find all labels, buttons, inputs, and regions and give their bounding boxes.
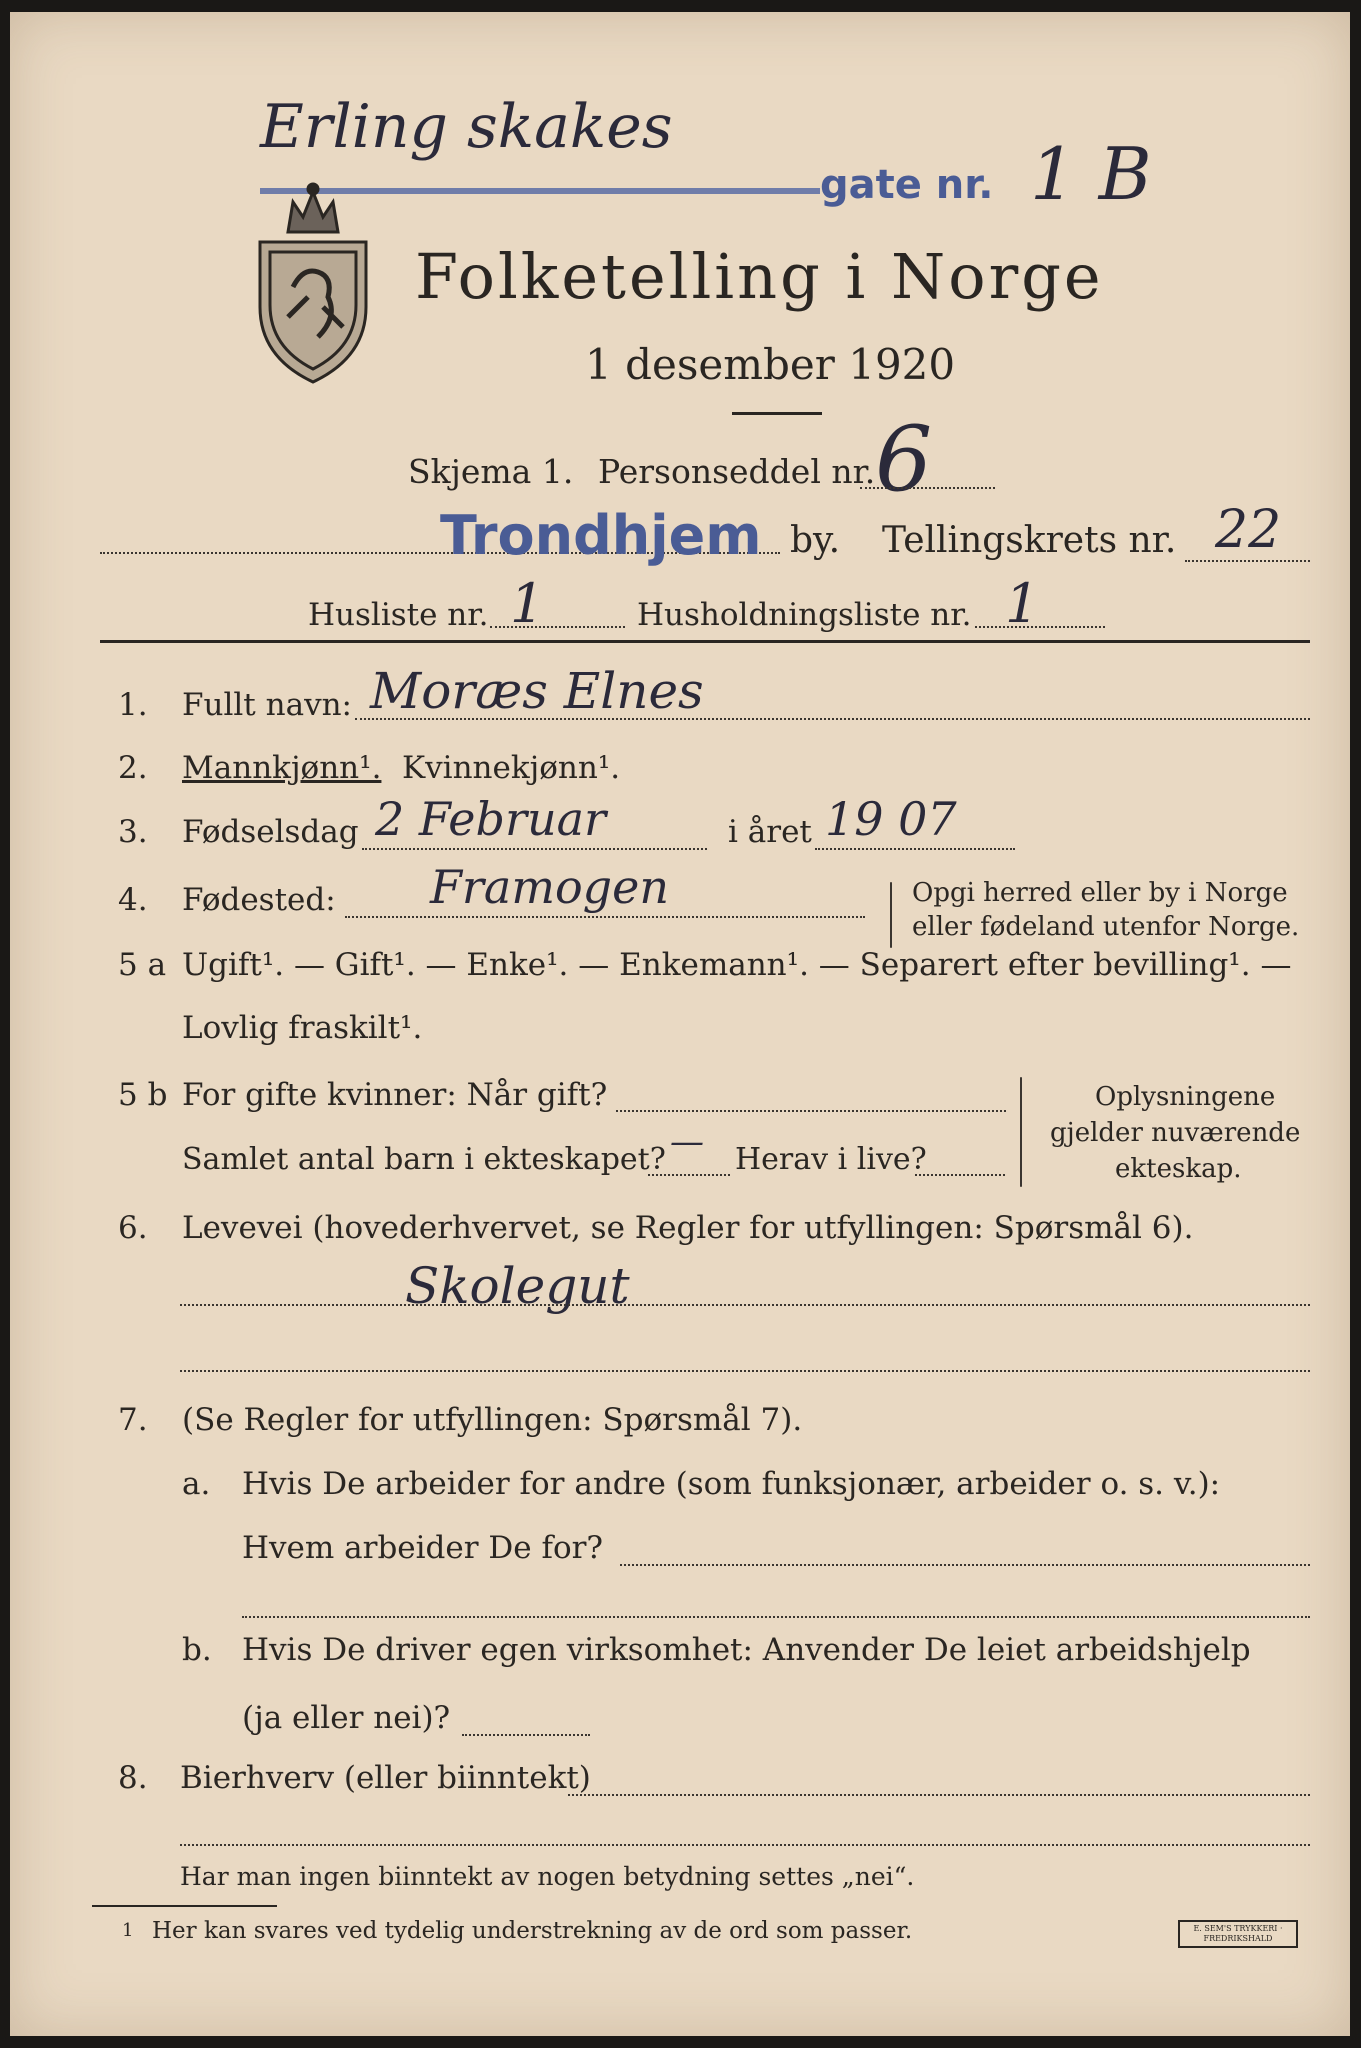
q5a-text2: Lovlig fraskilt¹. [182,1010,423,1046]
skjema-label: Skjema 1. [408,452,574,491]
house-number: 1 B [1030,132,1152,216]
q3-year-line [815,848,1015,850]
q4-note2: eller fødeland utenfor Norge. [912,912,1300,942]
q6-num: 6. [118,1210,148,1246]
printer-mark: E. SEM'S TRYKKERI · FREDRIKSHALD [1178,1920,1298,1948]
q8-num: 8. [118,1760,148,1796]
husliste-label: Husliste nr. [308,597,489,633]
title-divider [732,412,822,415]
q3-value: 2 Februar [375,792,606,846]
q7-label: (Se Regler for utfyllingen: Spørsmål 7). [182,1402,803,1438]
q5a-text: Ugift¹. — Gift¹. — Enke¹. — Enkemann¹. — Separert efter bevilling¹. — [182,947,1292,983]
q4-line [345,916,865,918]
q6-line2 [180,1370,1310,1372]
city-stamp: Trondhjem [440,504,762,567]
q2-kvinnekjonn: Kvinnekjønn¹. [402,750,621,786]
q5b-num: 5 b [118,1077,168,1113]
q5b-note1: Oplysningene [1095,1082,1276,1112]
q5b-brace [1020,1077,1022,1187]
q8-line2 [180,1844,1310,1846]
street-stamp: gate nr. [820,162,994,208]
q5b-value2: — [670,1122,704,1162]
q4-num: 4. [118,882,148,918]
q5b-line3 [915,1174,1005,1176]
q1-num: 1. [118,687,148,723]
q4-label: Fødested: [182,882,336,918]
q3-year-label: i året [728,814,812,850]
footnote-text: Her kan svares ved tydelig understrekning av de ord som passer. [152,1918,913,1944]
husholdning-label: Husholdningsliste nr. [637,597,972,633]
form-date: 1 desember 1920 [585,340,956,389]
q7a-text2: Hvem arbeider De for? [242,1530,604,1566]
footer-note: Har man ingen biinntekt av nogen betydning settes „nei“. [180,1862,915,1891]
q7a-line1 [620,1564,1310,1566]
personseddel-label: Personseddel nr. [598,452,876,491]
personseddel-line [860,487,995,489]
q2-num: 2. [118,750,148,786]
husliste-value: 1 [510,572,545,635]
q4-brace [890,882,892,948]
q5b-note3: ekteskap. [1115,1154,1242,1184]
krets-label: Tellingskrets nr. [882,520,1177,561]
q1-line [355,718,1310,720]
q4-value: Framogen [430,860,669,914]
footnote-rule [92,1905,277,1907]
q3-label: Fødselsdag [182,814,359,850]
q5b-note2: gjelder nuværende [1050,1118,1301,1148]
krets-value: 22 [1215,500,1282,560]
q7b-text: Hvis De driver egen virksomhet: Anvender De leiet arbeidshjelp [242,1632,1251,1668]
q3-line [362,848,707,850]
form-title: Folketelling i Norge [415,240,1104,313]
q5b-text3: Herav i live? [735,1142,927,1177]
q7a-line2 [242,1616,1310,1618]
q7a-text: Hvis De arbeider for andre (som funksjonær, arbeider o. s. v.): [242,1466,1221,1502]
q7b-letter: b. [182,1632,212,1668]
q3-year-value: 19 07 [825,792,957,846]
q6-line1 [180,1304,1310,1306]
q1-label: Fullt navn: [182,687,352,723]
q3-num: 3. [118,814,148,850]
q6-label: Levevei (hovederhvervet, se Regler for utfyllingen: Spørsmål 6). [182,1210,1194,1246]
q8-line1 [568,1794,1310,1796]
q7b-line [462,1734,590,1736]
q5b-line2 [648,1174,730,1176]
q7a-letter: a. [182,1466,211,1502]
coat-of-arms-icon [248,177,378,387]
by-label: by. [790,520,841,561]
q7b-text2: (ja eller nei)? [242,1700,451,1736]
q6-value: Skolegut [405,1257,630,1315]
q2-mannkjonn: Mannkjønn¹. [182,750,382,786]
street-handwritten: Erling skakes [260,92,673,162]
husliste-line [490,626,625,628]
q4-note1: Opgi herred eller by i Norge [912,878,1288,908]
q5b-text1: For gifte kvinner: Når gift? [182,1077,608,1113]
q5b-text2: Samlet antal barn i ekteskapet? [182,1142,666,1177]
q8-label: Bierhverv (eller biinntekt) [180,1760,591,1796]
q5a-num: 5 a [118,947,167,983]
census-form [10,12,1350,2036]
q7-num: 7. [118,1402,148,1438]
husholdning-value: 1 [1005,572,1040,635]
personseddel-value: 6 [875,407,933,512]
footnote-num: 1 [122,1920,134,1941]
q5b-line1 [616,1110,1006,1112]
krets-line [1185,560,1310,562]
q1-value: Moræs Elnes [370,662,704,720]
husholdning-line [975,626,1105,628]
header-rule [100,640,1310,643]
